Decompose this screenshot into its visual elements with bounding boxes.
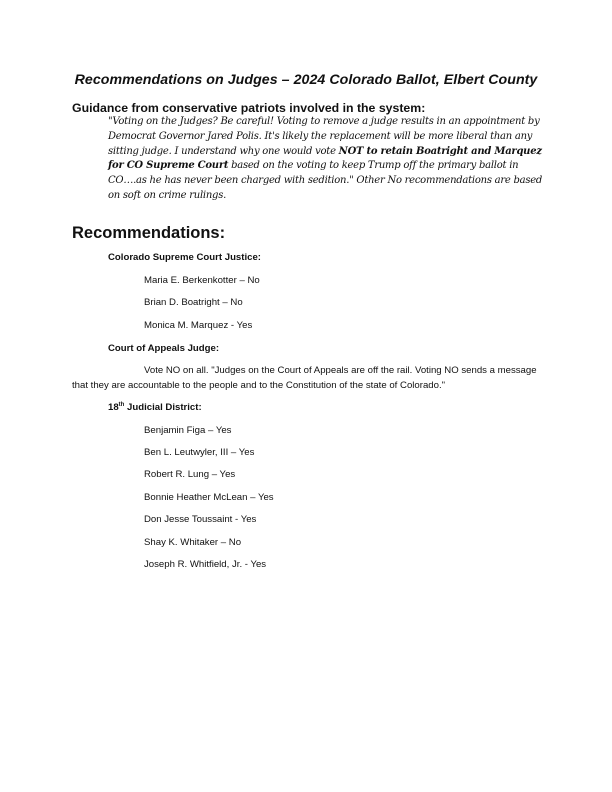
district-item: Robert R. Lung – Yes [144,469,236,480]
appeals-note: Vote NO on all. "Judges on the Court of Appeals are off the rail. Voting NO sends a message that they are accountable to the people and to the Constitution of the state of Colorado." [72,365,537,391]
recommendations-heading: Recommendations: [72,224,226,242]
district-heading-number: 18 [108,402,119,413]
supreme-court-item: Brian D. Boatright – No [144,297,243,308]
supreme-court-item: Monica M. Marquez - Yes [144,320,253,331]
district-item: Bonnie Heather McLean – Yes [144,492,274,503]
guidance-quote [108,115,548,204]
district-heading-suffix: th [118,401,125,408]
supreme-court-heading: Colorado Supreme Court Justice: [108,252,261,263]
district-item: Shay K. Whitaker – No [144,537,242,548]
appeals-heading: Court of Appeals Judge: [108,343,220,354]
district-item: Benjamin Figa – Yes [144,425,232,436]
guidance-heading: Guidance from conservative patriots involved in the system: [72,101,426,115]
guidance-quote-part1: "Voting on the Judges? Be careful! Voting to remove a judge results in an appointment by Democrat Governor Jared Polis. It's likely the replacement will be more liberal than any sitting judge. I understand why one would vote [108,116,540,157]
district-item: Don Jesse Toussaint - Yes [144,514,257,525]
district-item: Joseph R. Whitfield, Jr. - Yes [144,559,267,570]
guidance-quote-part2: based on the voting to keep Trump off the primary ballot in CO….as he has never been charged with sedition." Other No recommendations are based on soft on crime rulings. [108,160,543,201]
district-heading [108,402,202,413]
district-item: Ben L. Leutwyler, III – Yes [144,447,255,458]
guidance-quote-bold: NOT to retain Boatright and Marquez for CO Supreme Court [108,145,542,172]
supreme-court-item: Maria E. Berkenkotter – No [144,275,260,286]
district-heading-text: Judicial District: [124,402,202,413]
page-title: Recommendations on Judges – 2024 Colorado Ballot, Elbert County [74,72,538,88]
